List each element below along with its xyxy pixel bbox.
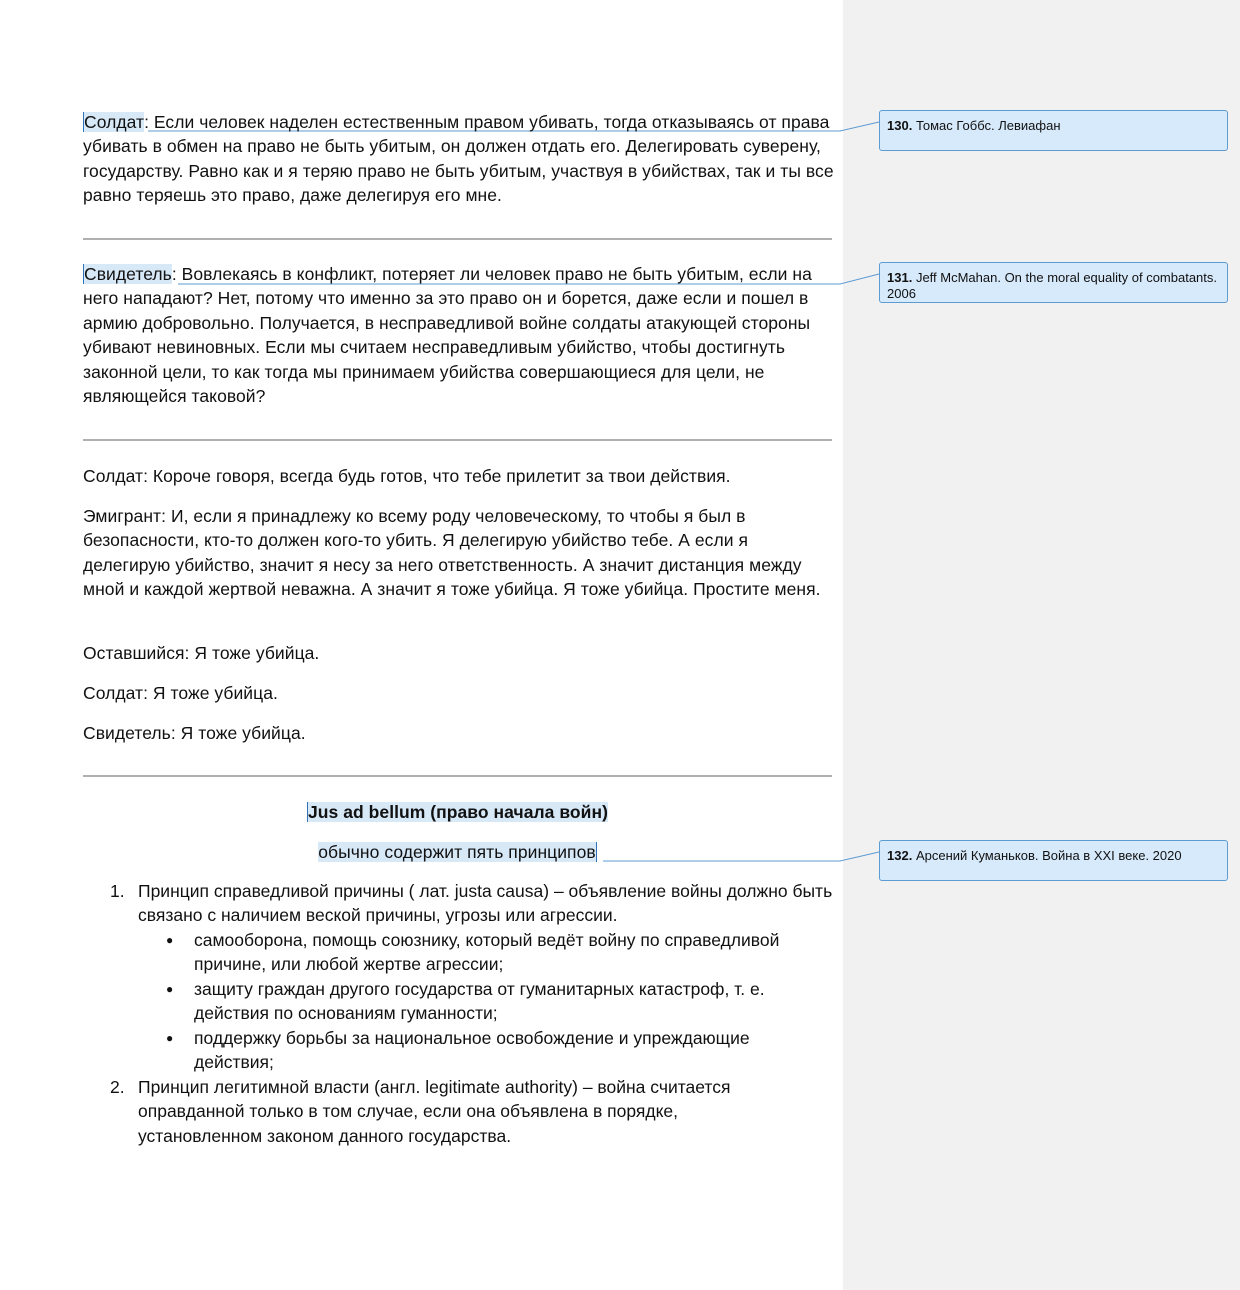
paragraph-emigrant: Эмигрант: И, если я принадлежу ко всему роду человеческому, то чтобы я был в безопасности, кто-то должен кого-то убить. Я делегирую убийство тебе. А если я делегирую убийство, значит я несу за него ответственность. А значит дистанция между мной и каждой жертвой неважна. А значит я тоже убийца. Я тоже убийца. Простите меня. — [83, 506, 821, 600]
comment-anchor-130[interactable]: Солдат — [84, 112, 145, 132]
section-heading — [83, 800, 832, 824]
section-divider — [83, 238, 832, 240]
comment-text: Томас Гоббс. Левиафан — [915, 118, 1061, 133]
comment-text: Jeff McMahan. On the moral equality of combatants. 2006 — [887, 270, 1218, 301]
paragraph-text: : Если человек наделен естественным правом убивать, тогда отказываясь от права убивать в обмен на право не быть убитым, он должен отдать его. Делегировать суверену, государству. Равно как и я теряю право не быть убитым, участвуя в убийствах, так и ты все равно теряешь это право, даже делегируя его мне. — [83, 112, 834, 206]
comments-margin — [843, 0, 1240, 1290]
paragraph-witness-2: Свидетель: Я тоже убийца. — [83, 723, 306, 743]
bullet-item: защиту граждан другого государства от гуманитарных катастроф, т. е. действия по основаниям гуманности; — [194, 979, 765, 1024]
heading-highlight[interactable]: Jus ad bellum (право начала войн) — [308, 802, 608, 822]
comment-text: Арсений Куманьков. Война в XXI веке. 2020 — [915, 848, 1182, 863]
comment-number: 130. — [887, 118, 913, 133]
section-subheading — [83, 840, 832, 864]
paragraph-text: : Вовлекаясь в конфликт, потеряет ли человек право не быть убитым, если на него нападают? Нет, потому что именно за это право он и борется, даже если и пошел в армию добровольно. Получается, в несправедливой войне солдаты атакующей стороны убивают невиновных. Если мы считаем несправедливым убийство, чтобы достигнуть законной цели, то как тогда мы принимаем убийства совершающиеся для цели, не являющейся таковой? — [83, 264, 812, 407]
bullet-icon: ● — [166, 933, 174, 947]
section-divider — [83, 439, 832, 441]
paragraph-soldier-2: Солдат: Короче говоря, всегда будь готов, что тебе прилетит за твои действия. — [83, 466, 731, 486]
paragraph-remaining: Оставшийся: Я тоже убийца. — [83, 643, 320, 663]
bullet-icon: ● — [166, 982, 174, 996]
comment-number: 131. — [887, 270, 913, 285]
comment-number: 132. — [887, 848, 913, 863]
paragraph-soldier-3: Солдат: Я тоже убийца. — [83, 683, 278, 703]
comment-anchor-132[interactable]: обычно содержит пять принципов — [318, 842, 596, 862]
list-item-just-cause: Принцип справедливой причины ( лат. justa causa) – объявление войны должно быть связано с наличием веской причины, угрозы или агрессии. — [138, 881, 833, 926]
list-number: 2. — [110, 1077, 125, 1097]
list-number: 1. — [110, 881, 125, 901]
bullet-item: самооборона, помощь союзнику, который ведёт войну по справедливой причине, или любой жертве агрессии; — [194, 930, 780, 975]
list-item-legitimate-authority: Принцип легитимной власти (англ. legitimate authority) – война считается оправданной только в том случае, если она объявлена в порядке, установленном законом данного государства. — [138, 1077, 731, 1146]
paragraph-soldier-1 — [83, 110, 835, 208]
comment-132[interactable] — [879, 840, 1228, 881]
comment-130[interactable] — [879, 110, 1228, 151]
bullet-item: поддержку борьбы за национальное освобождение и упреждающие действия; — [194, 1028, 750, 1073]
section-divider — [83, 775, 832, 777]
bullet-icon: ● — [166, 1031, 174, 1045]
paragraph-witness-1 — [83, 262, 835, 408]
comment-anchor-131[interactable]: Свидетель — [84, 264, 172, 284]
comment-131[interactable] — [879, 262, 1228, 303]
